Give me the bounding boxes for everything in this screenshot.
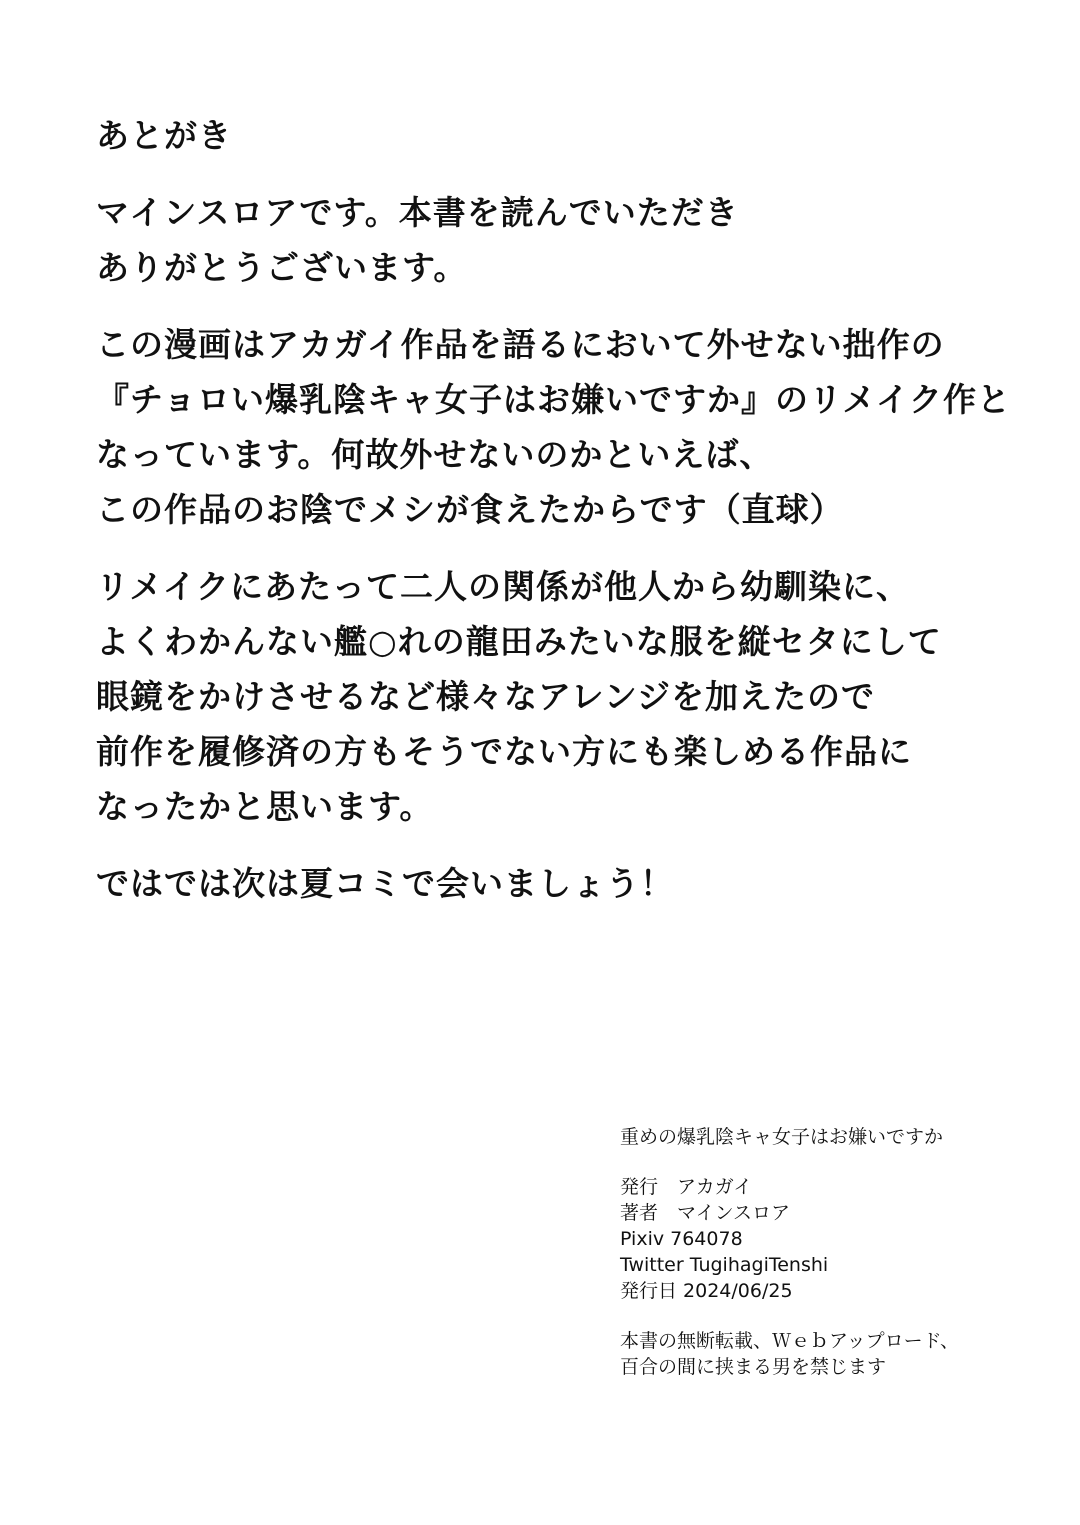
afterword-line: なったかと思います。 [96, 787, 434, 826]
afterword-line: なっています。何故外せないのかといえば、 [96, 435, 774, 474]
colophon-author: 著者 マインスロア [620, 1202, 791, 1224]
afterword-line: 眼鏡をかけさせるなど様々なアレンジを加えたので [96, 677, 876, 716]
afterword-line: リメイクにあたって二人の関係が他人から幼馴染に、 [96, 567, 911, 606]
colophon-pixiv: Pixiv 764078 [620, 1228, 743, 1250]
afterword-line: よくわかんない艦○れの龍田みたいな服を縦セタにして [96, 622, 942, 661]
afterword-line: この漫画はアカガイ作品を語るにおいて外せない拙作の [96, 325, 945, 364]
afterword-closing: ではでは次は夏コミで会いましょう！ [96, 864, 674, 903]
colophon-notice-line: 百合の間に挟まる男を禁じます [620, 1356, 887, 1378]
afterword-section [96, 108, 1056, 911]
colophon-notice-line: 本書の無断転載、Ｗｅｂアップロード、 [620, 1330, 959, 1352]
afterword-line: 『チョロい爆乳陰キャ女子はお嫌いですか』のリメイク作と [96, 380, 1012, 419]
colophon [620, 1124, 1060, 1380]
colophon-date: 発行日 2024/06/25 [620, 1280, 793, 1302]
afterword-line: 前作を履修済の方もそうでない方にも楽しめる作品に [96, 732, 912, 771]
colophon-twitter: Twitter TugihagiTenshi [620, 1254, 829, 1276]
colophon-title: 重めの爆乳陰キャ女子はお嫌いですか [620, 1126, 944, 1148]
afterword-heading: あとがき [96, 116, 232, 155]
afterword-line: この作品のお陰でメシが食えたからです（直球） [96, 490, 844, 529]
afterword-line: マインスロアです。本書を読んでいただき [96, 193, 739, 232]
afterword-line: ありがとうございます。 [96, 248, 468, 287]
colophon-publisher: 発行 アカガイ [620, 1176, 753, 1198]
